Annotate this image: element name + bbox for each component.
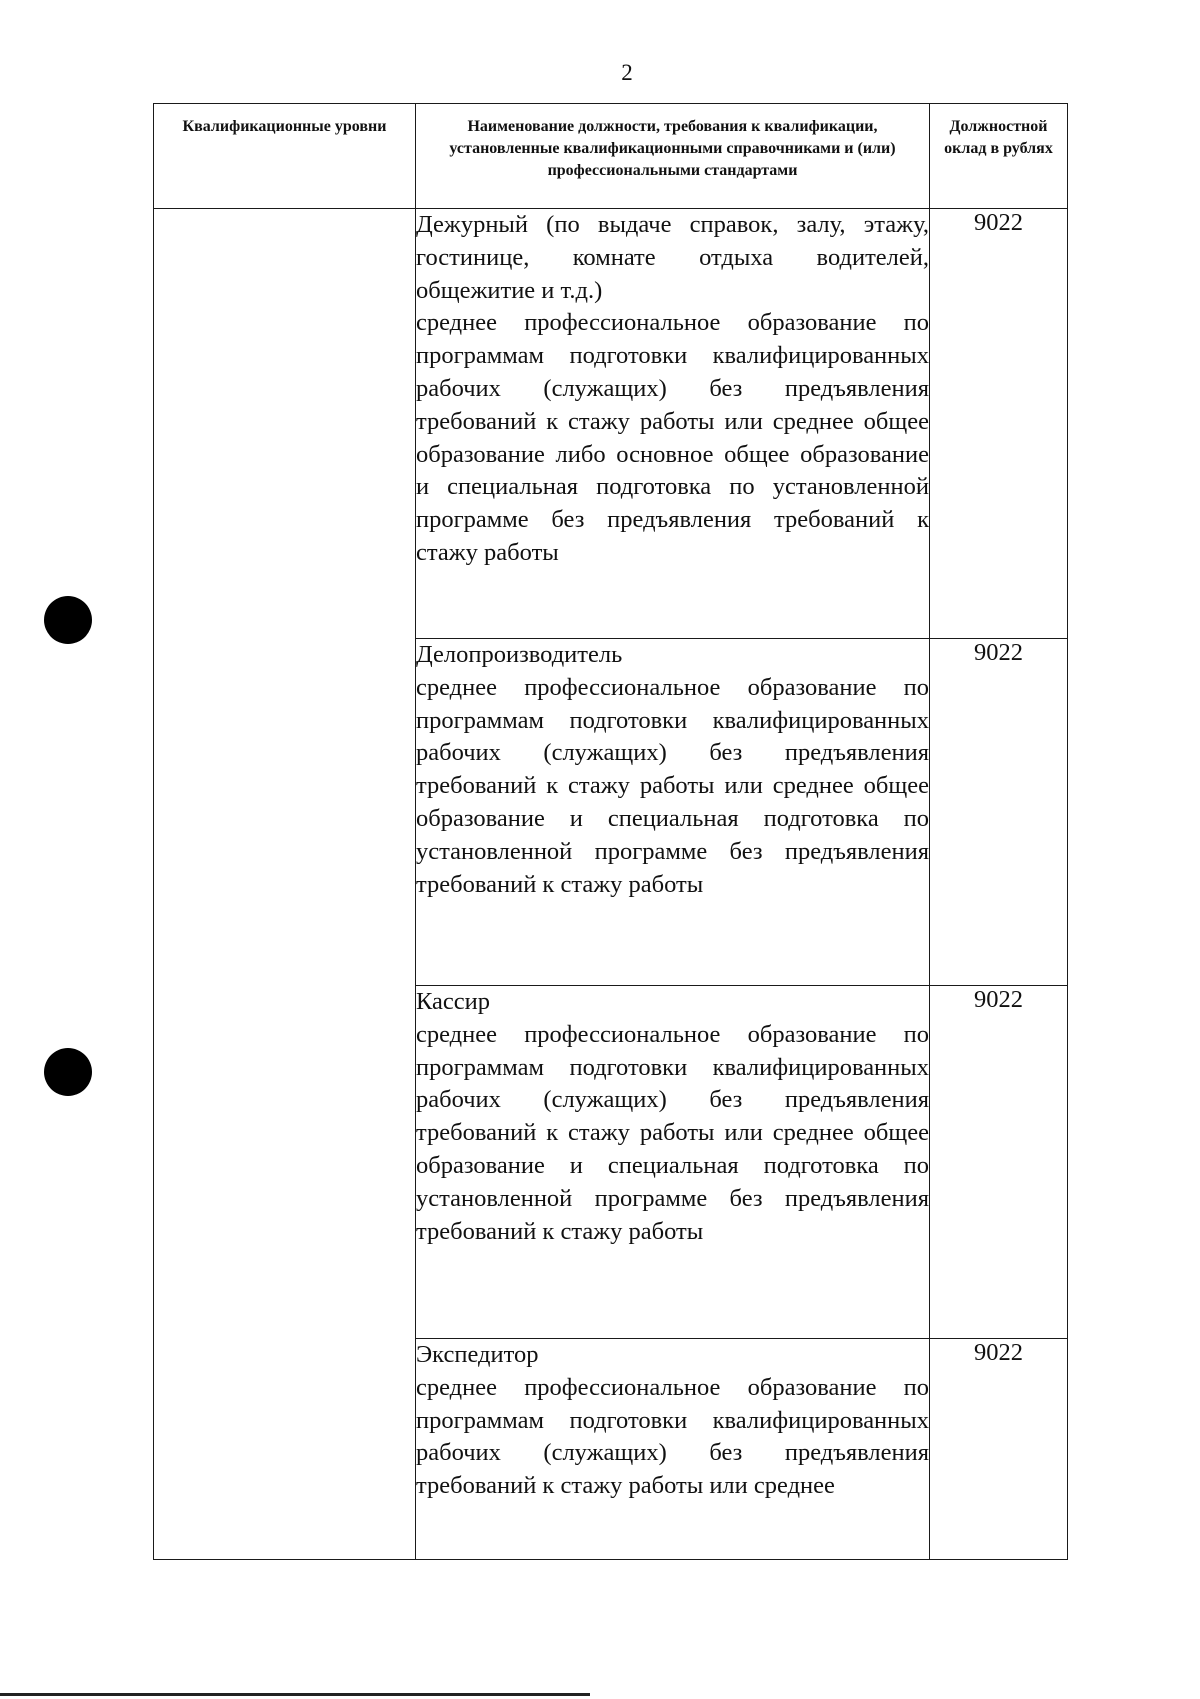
scan-edge-line [0,1693,590,1696]
position-requirements: среднее профессиональное образование по программам подготовки квалифицированных рабочих (служащих) без предъявления требований к стажу работы или среднее общее образование и специальная подготовка по установленной программе без предъявления требований к стажу работы [416,673,929,898]
salary-value: 9022 [930,639,1068,986]
header-salary: Должностной оклад в рублях [930,104,1068,209]
salary-value: 9022 [930,209,1068,639]
salary-table [153,103,1068,1560]
punch-hole-mark [44,596,92,644]
punch-hole-mark [44,1048,92,1096]
position-requirements: среднее профессиональное образование по программам подготовки квалифицированных рабочих (служащих) без предъявления требований к стажу работы или среднее общее образование либо основное общее образование и специальная подготовка по установленной программе без предъявления требований к стажу работы [416,309,929,566]
page-number: 2 [621,60,633,85]
position-title: Делопроизводитель [416,641,623,668]
position-cell [416,209,930,639]
position-requirements: среднее профессиональное образование по программам подготовки квалифицированных рабочих (служащих) без предъявления требований к стажу работы или среднее общее образование и специальная подготовка по установленной программе без предъявления требований к стажу работы [416,1020,929,1245]
position-title: Кассир [416,988,491,1015]
position-title: Дежурный (по выдаче справок, залу, этажу, гостинице, комнате отдыха водителей, общежитие и т.д.) [416,211,929,304]
header-position-requirements: Наименование должности, требования к квалификации, установленные квалификационными справочниками и (или) профессиональными стандартами [416,104,930,209]
header-qualification-levels: Квалификационные уровни [154,104,416,209]
table-header-row [154,104,1068,209]
position-cell [416,639,930,986]
table-row [154,209,1068,639]
position-cell [416,1339,930,1560]
qualification-level-cell [154,209,416,1560]
position-requirements: среднее профессиональное образование по программам подготовки квалифицированных рабочих (служащих) без предъявления требований к стажу работы или среднее [416,1373,929,1500]
position-cell [416,986,930,1339]
salary-value: 9022 [930,1339,1068,1560]
position-title: Экспедитор [416,1341,539,1368]
salary-value: 9022 [930,986,1068,1339]
